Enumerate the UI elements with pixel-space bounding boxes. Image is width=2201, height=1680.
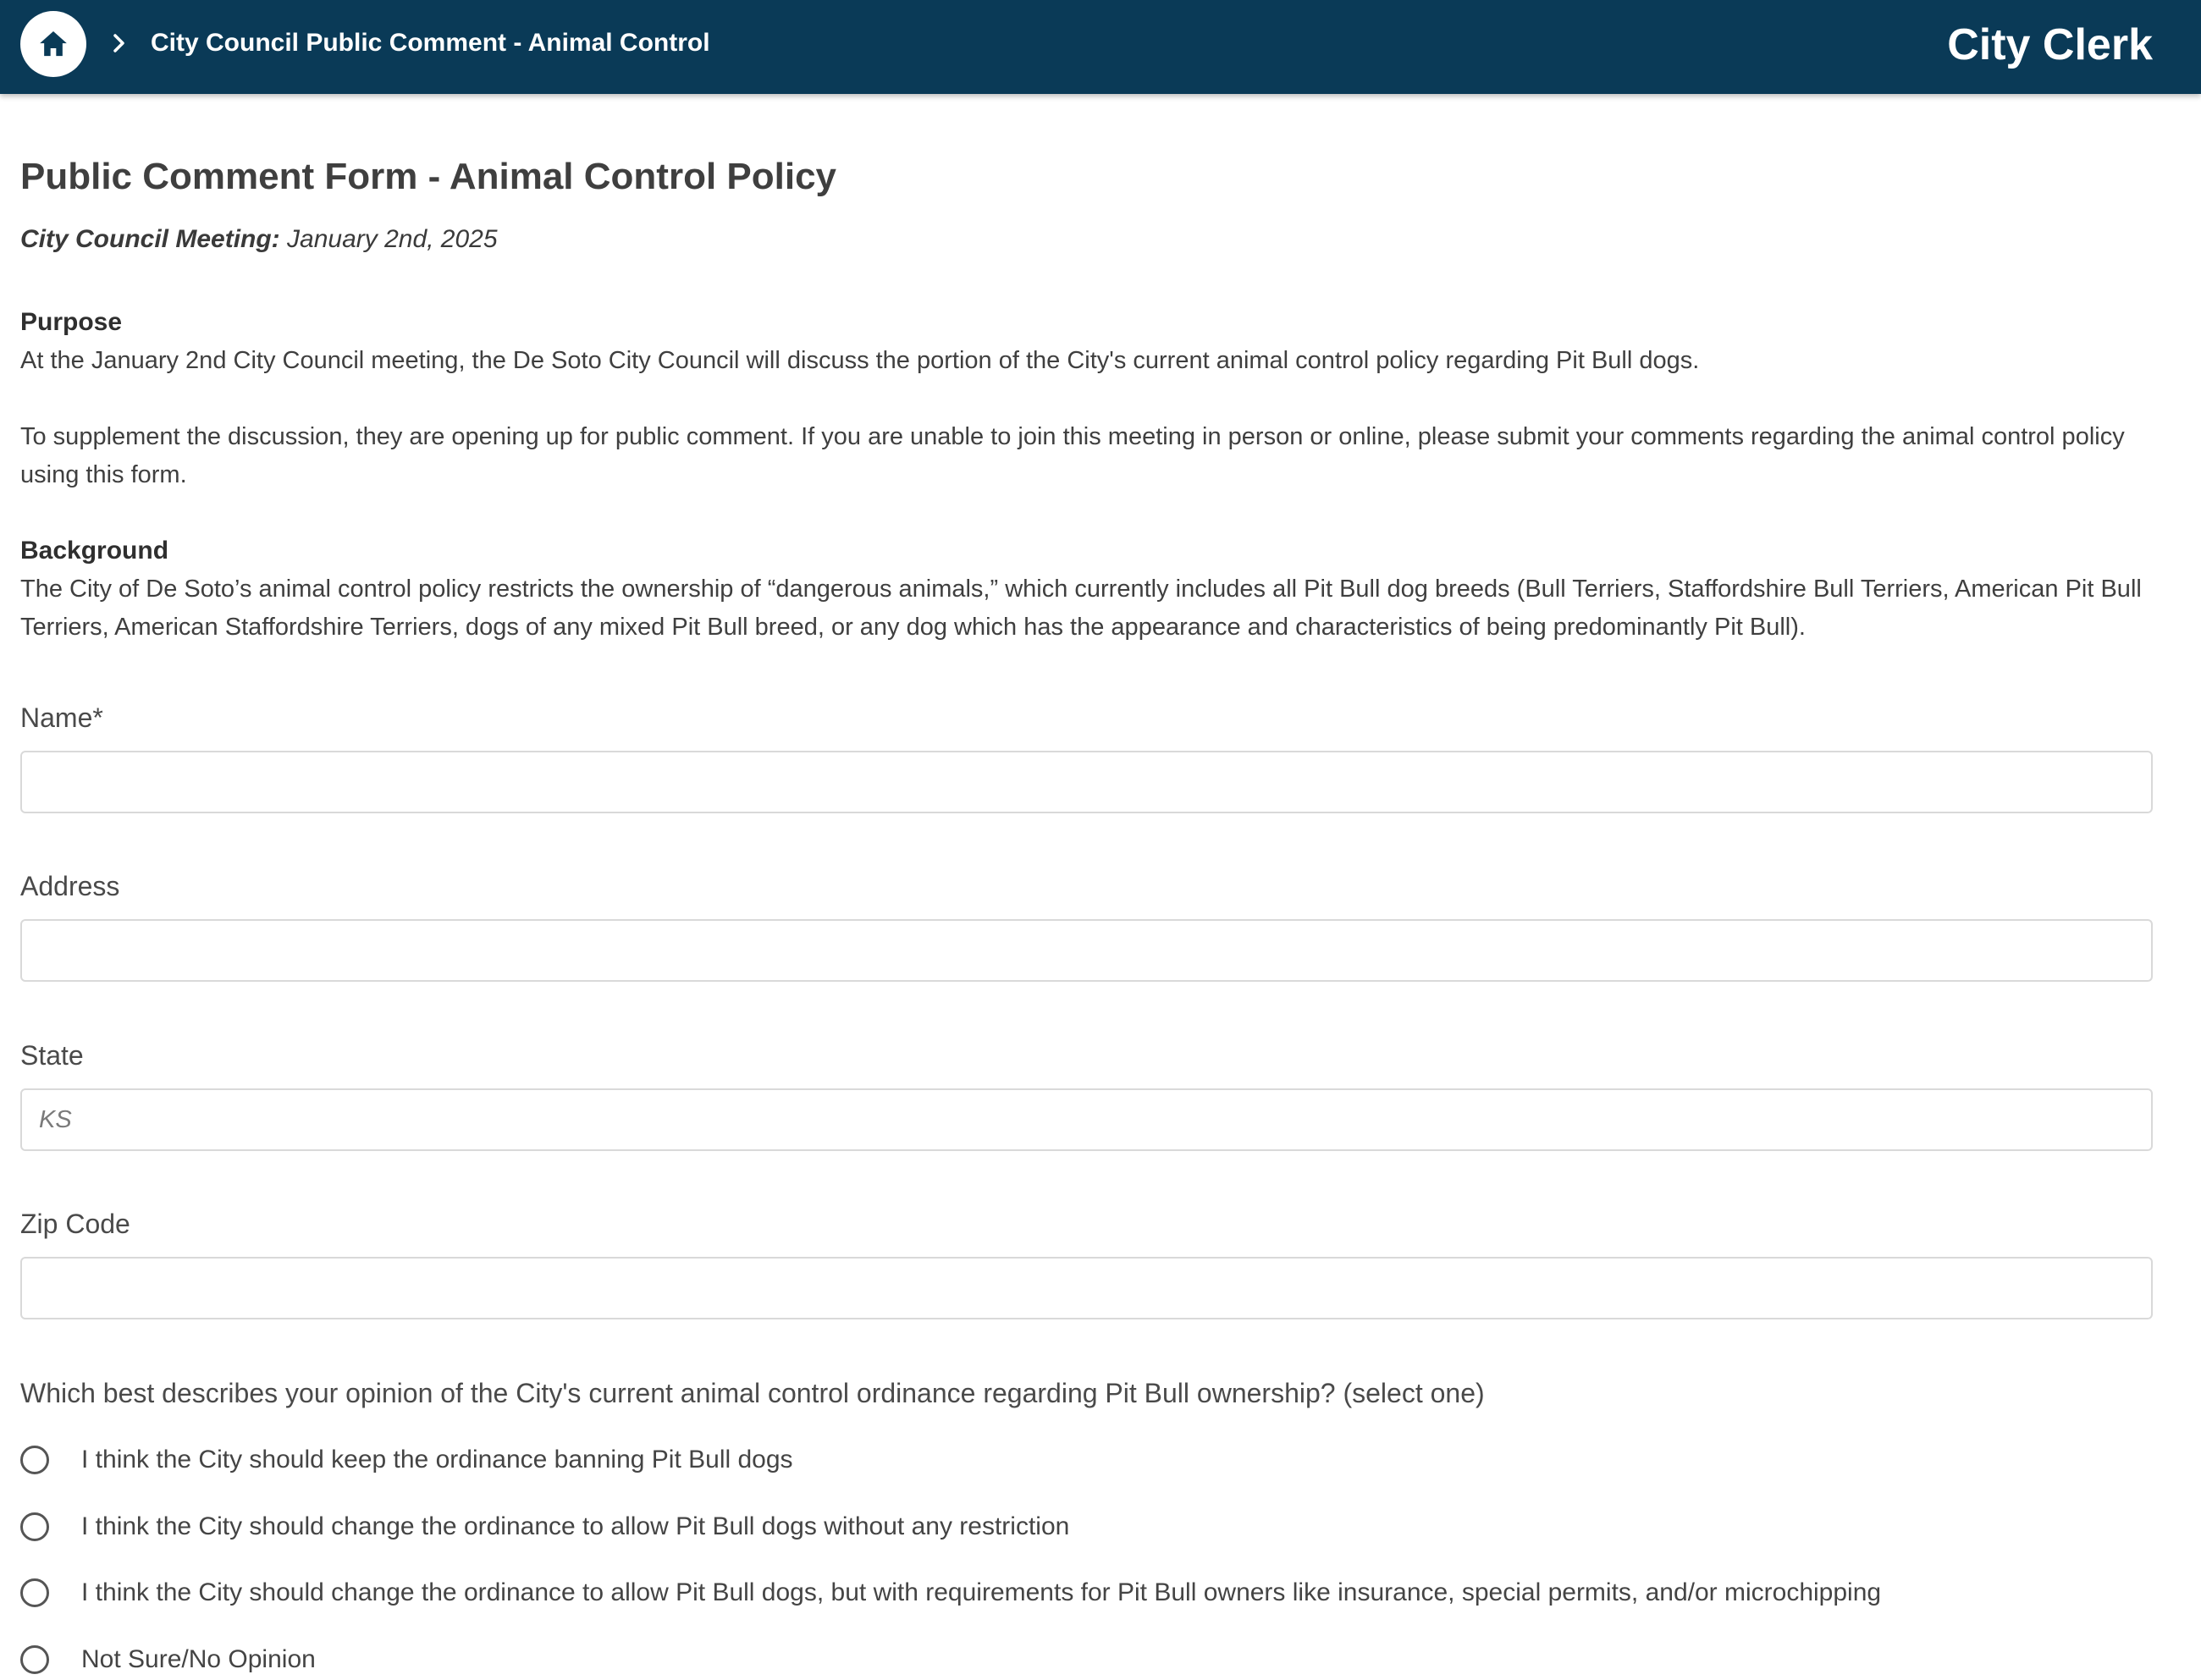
zip-code-label: Zip Code [20, 1209, 130, 1239]
breadcrumb-current-page[interactable]: City Council Public Comment - Animal Control [151, 29, 710, 57]
radio-label[interactable]: I think the City should keep the ordinance banning Pit Bull dogs [81, 1446, 793, 1473]
meeting-label: City Council Meeting: [20, 225, 280, 253]
state-label: State [20, 1040, 84, 1071]
purpose-heading: Purpose [20, 308, 123, 336]
name-input[interactable] [20, 751, 2153, 813]
purpose-paragraph-2: To supplement the discussion, they are opening up for public comment. If you are unable to join this meeting in person or online, please submit your comments regarding the animal control policy using this form. [20, 423, 2125, 488]
meeting-info [20, 223, 498, 256]
radio-button[interactable] [20, 1578, 49, 1607]
meeting-date: January 2nd, 2025 [287, 225, 498, 253]
opinion-option-keep-ban[interactable] [20, 1440, 793, 1480]
top-navigation-bar [0, 0, 2201, 94]
purpose-paragraph-1: At the January 2nd City Council meeting, the De Soto City Council will discuss the portion of the City's current animal control policy regarding Pit Bull dogs. [20, 347, 1700, 374]
background-heading: Background [20, 537, 169, 565]
address-label: Address [20, 871, 120, 901]
radio-label[interactable]: I think the City should change the ordinance to allow Pit Bull dogs, but with requirements for Pit Bull owners like insurance, special permits, and/or microchipping [81, 1578, 1882, 1606]
home-button[interactable] [20, 11, 86, 77]
radio-label[interactable]: Not Sure/No Opinion [81, 1645, 316, 1673]
opinion-option-not-sure[interactable] [20, 1639, 316, 1680]
radio-button[interactable] [20, 1645, 49, 1674]
opinion-question: Which best describes your opinion of the City's current animal control ordinance regarding Pit Bull ownership? (select one) [20, 1378, 1485, 1408]
home-icon [36, 27, 70, 61]
radio-label[interactable]: I think the City should change the ordinance to allow Pit Bull dogs without any restriction [81, 1512, 1070, 1540]
chevron-right-icon [108, 29, 130, 58]
name-label: Name* [20, 702, 103, 733]
zip-code-input[interactable] [20, 1257, 2153, 1319]
site-brand[interactable]: City Clerk [1947, 20, 2153, 69]
radio-button[interactable] [20, 1512, 49, 1541]
opinion-option-allow-with-requirements[interactable] [20, 1573, 1881, 1613]
address-input[interactable] [20, 919, 2153, 982]
background-paragraph: The City of De Soto’s animal control policy restricts the ownership of “dangerous animals,” which currently includes all Pit Bull dog breeds (Bull Terriers, Staffordshire Bull Terriers, American Pit Bull Terriers, American Staffordshire Terriers, dogs of any mixed Pit Bull breed, or any dog which has the appearance and characteristics of being predominantly Pit Bull). [20, 576, 2142, 641]
opinion-option-allow-unrestricted[interactable] [20, 1506, 1069, 1547]
state-input[interactable] [20, 1088, 2153, 1151]
page-title: Public Comment Form - Animal Control Policy [20, 156, 837, 197]
radio-button[interactable] [20, 1446, 49, 1474]
